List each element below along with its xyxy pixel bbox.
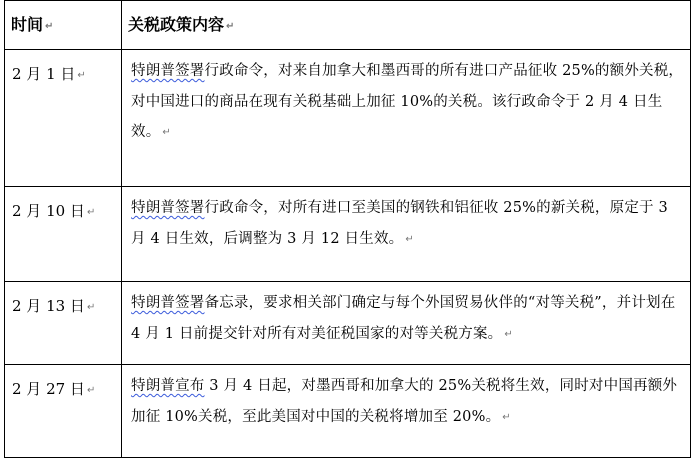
- paragraph-mark-icon: ↵: [45, 21, 54, 32]
- row-text: 行政命令，对所有进口至美国的钢铁和铝征收 25%的新关税，原定于 3 月 4 日生效，后调整为 3 月 12 日生效。: [131, 200, 668, 247]
- table-row: [5, 50, 691, 187]
- table-row: [5, 187, 691, 282]
- date-cell: [5, 50, 122, 187]
- table-row: [5, 365, 691, 458]
- header-content-cell: [122, 1, 691, 50]
- paragraph-mark-icon: ↵: [502, 411, 511, 423]
- content-cell: [122, 365, 691, 458]
- row-actor: 特朗普宣布: [131, 378, 205, 394]
- content-cell: [122, 50, 691, 187]
- header-date-cell: [5, 1, 122, 50]
- paragraph-mark-icon: ↵: [77, 70, 86, 81]
- tariff-policy-table: [4, 0, 691, 458]
- content-cell: [122, 282, 691, 365]
- row-actor: 特朗普签署: [131, 200, 205, 216]
- table-row: [5, 282, 691, 365]
- paragraph-mark-icon: ↵: [162, 127, 171, 138]
- header-date-label: 时间: [11, 15, 44, 34]
- paragraph-mark-icon: ↵: [226, 21, 235, 32]
- date-cell: [5, 365, 122, 458]
- header-content-label: 关税政策内容: [128, 15, 225, 34]
- row-text: 备忘录，要求相关部门确定与每个外国贸易伙伴的“对等关税”，并计划在 4 月 1 日前提交针对所有对美征税国家的对等关税方案。: [131, 295, 676, 342]
- row-text: 行政命令，对来自加拿大和墨西哥的所有进口产品征收 25%的额外关税，对中国进口的商品在现有关税基础上加征 10%的关税。该行政命令于 2 月 4 日生效。: [131, 63, 684, 140]
- paragraph-mark-icon: ↵: [86, 207, 96, 218]
- row-text: 3 月 4 日起，对墨西哥和加拿大的 25%关税将生效，同时对中国再额外加征 10%关税，至此美国对中国的关税将增加至 20%。: [131, 378, 678, 425]
- table-header-row: [5, 1, 691, 50]
- row-actor: 特朗普签署: [131, 63, 205, 79]
- content-cell: [122, 187, 691, 282]
- row-date: 2 月 13 日: [12, 297, 85, 315]
- paragraph-mark-icon: ↵: [86, 302, 96, 313]
- date-cell: [5, 282, 122, 365]
- row-actor: 特朗普签署: [131, 295, 205, 311]
- date-cell: [5, 187, 122, 282]
- row-date: 2 月 1 日: [12, 65, 76, 83]
- row-date: 2 月 27 日: [12, 380, 85, 398]
- paragraph-mark-icon: ↵: [86, 385, 96, 396]
- row-date: 2 月 10 日: [12, 202, 85, 220]
- paragraph-mark-icon: ↵: [504, 328, 513, 340]
- paragraph-mark-icon: ↵: [405, 233, 414, 245]
